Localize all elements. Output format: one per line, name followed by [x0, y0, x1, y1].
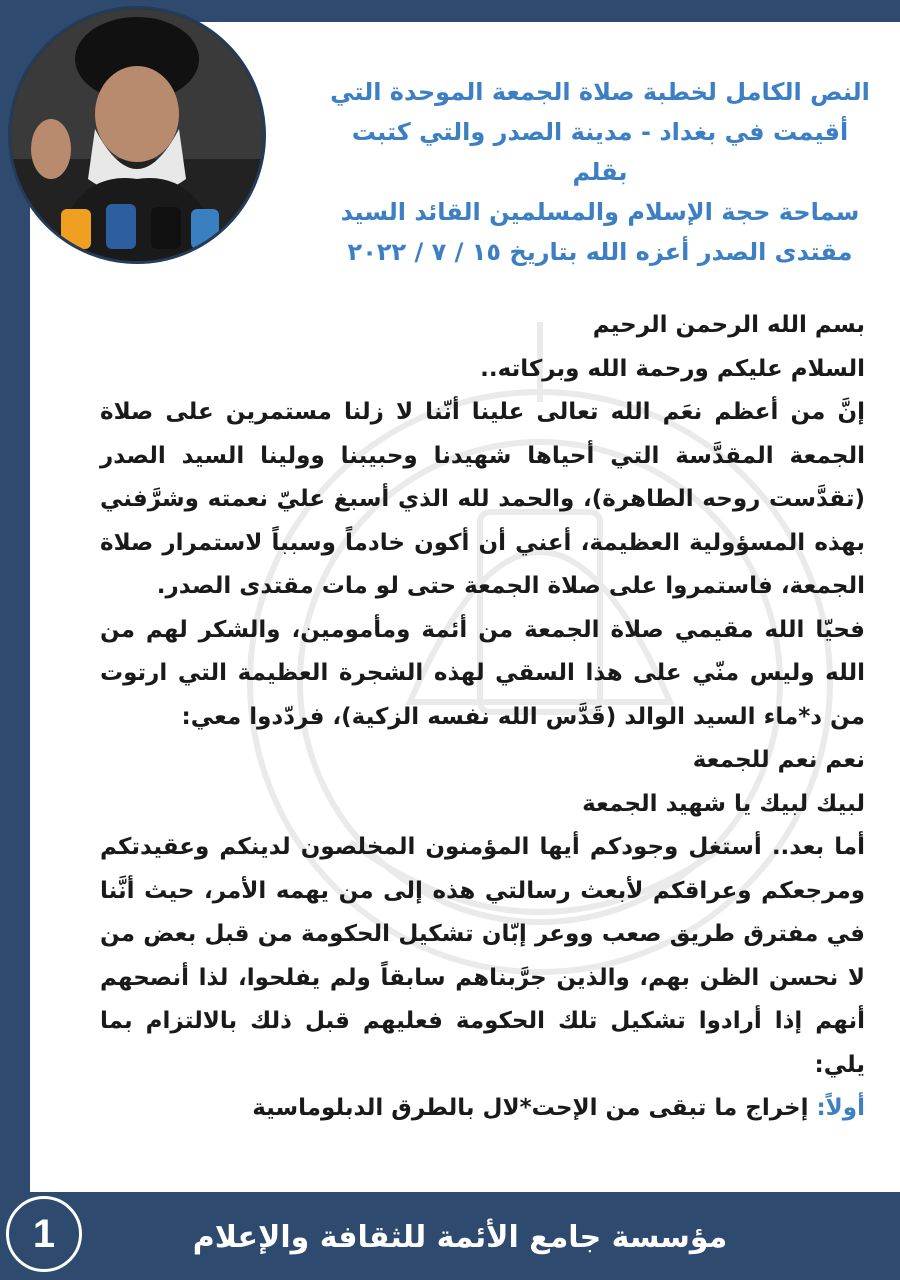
- chant-2: لبيك لبيك يا شهيد الجمعة: [582, 790, 865, 817]
- paragraph-1: إنَّ من أعظم نعَم الله تعالى علينا أنّنا لا زلنا مستمرين على صلاة الجمعة المقدَّسة التي أحياها شهيدنا وحبيبنا وولينا السيد الصدر (تقدَّست روحه الطاهرة)، والحمد لله الذي أسبغ عليّ نعمته وشرَّفني بهذه المسؤولية العظيمة، أعني أن أكون خادماً وسبباً لاستمرار صلاة الجمعة، فاستمروا على صلاة الجمعة حتى لو مات مقتدى الصدر.: [100, 399, 865, 599]
- title-line-4: [330, 232, 870, 272]
- sermon-title: [330, 72, 870, 272]
- chant-1: نعم نعم للجمعة: [692, 747, 865, 773]
- title-line-1: النص الكامل لخطبة صلاة الجمعة الموحدة التي: [330, 78, 870, 106]
- point-1-lead: أولاً:: [816, 1095, 865, 1121]
- page-number: 1: [6, 1196, 82, 1272]
- face-shape: [95, 66, 179, 162]
- basmala: بسم الله الرحمن الرحيم: [592, 312, 865, 338]
- hand-shape: [31, 119, 71, 179]
- paragraph-3: أما بعد.. أستغل وجودكم أيها المؤمنون المخلصون لدينكم وعقيدتكم ومرجعكم وعراقكم لأبعث رسالتي هذه إلى من يهمه الأمر، حيث أنَّنا في مفترق طريق صعب ووعر إبّان تشكيل الحكومة من قبل بعض من لا نحسن الظن بهم، والذين جرَّبناهم سابقاً ولم يفلحوا، لذا أنصحهم أنهم إذا أرادوا تشكيل تلك الحكومة فعليهم قبل ذلك بالالتزام بما يلي:: [100, 834, 865, 1078]
- speaker-portrait: [8, 6, 266, 264]
- sermon-body: [100, 304, 865, 1131]
- greeting: السلام عليكم ورحمة الله وبركاته..: [480, 355, 865, 382]
- point-1-text: إخراج ما تبقى من الإحت*لال بالطرق الدبلوماسية: [252, 1095, 809, 1121]
- paragraph-2: فحيّا الله مقيمي صلاة الجمعة من أئمة ومأمومين، والشكر لهم من الله وليس منّي على هذا السقي لهذه الشجرة العظيمة التي ارتوت من د*ماء السيد الوالد (قَدَّس الله نفسه الزكية)، فردّدوا معي:: [100, 616, 865, 730]
- title-line-2: أقيمت في بغداد - مدينة الصدر والتي كتبت بقلم: [351, 118, 849, 186]
- microphone-2: [106, 204, 136, 249]
- microphone-1: [61, 209, 91, 249]
- footer-bar: [0, 1192, 900, 1280]
- point-1: [100, 1087, 865, 1131]
- title-line-3: سماحة حجة الإسلام والمسلمين القائد السيد: [340, 198, 860, 226]
- organization-name: مؤسسة جامع الأئمة للثقافة والإعلام: [192, 1220, 728, 1255]
- microphone-3: [151, 207, 181, 249]
- sermon-date: ١٥ / ٧ / ٢٠٢٢: [347, 238, 502, 266]
- title-line-4-text: مقتدى الصدر أعزه الله بتاريخ: [509, 238, 853, 266]
